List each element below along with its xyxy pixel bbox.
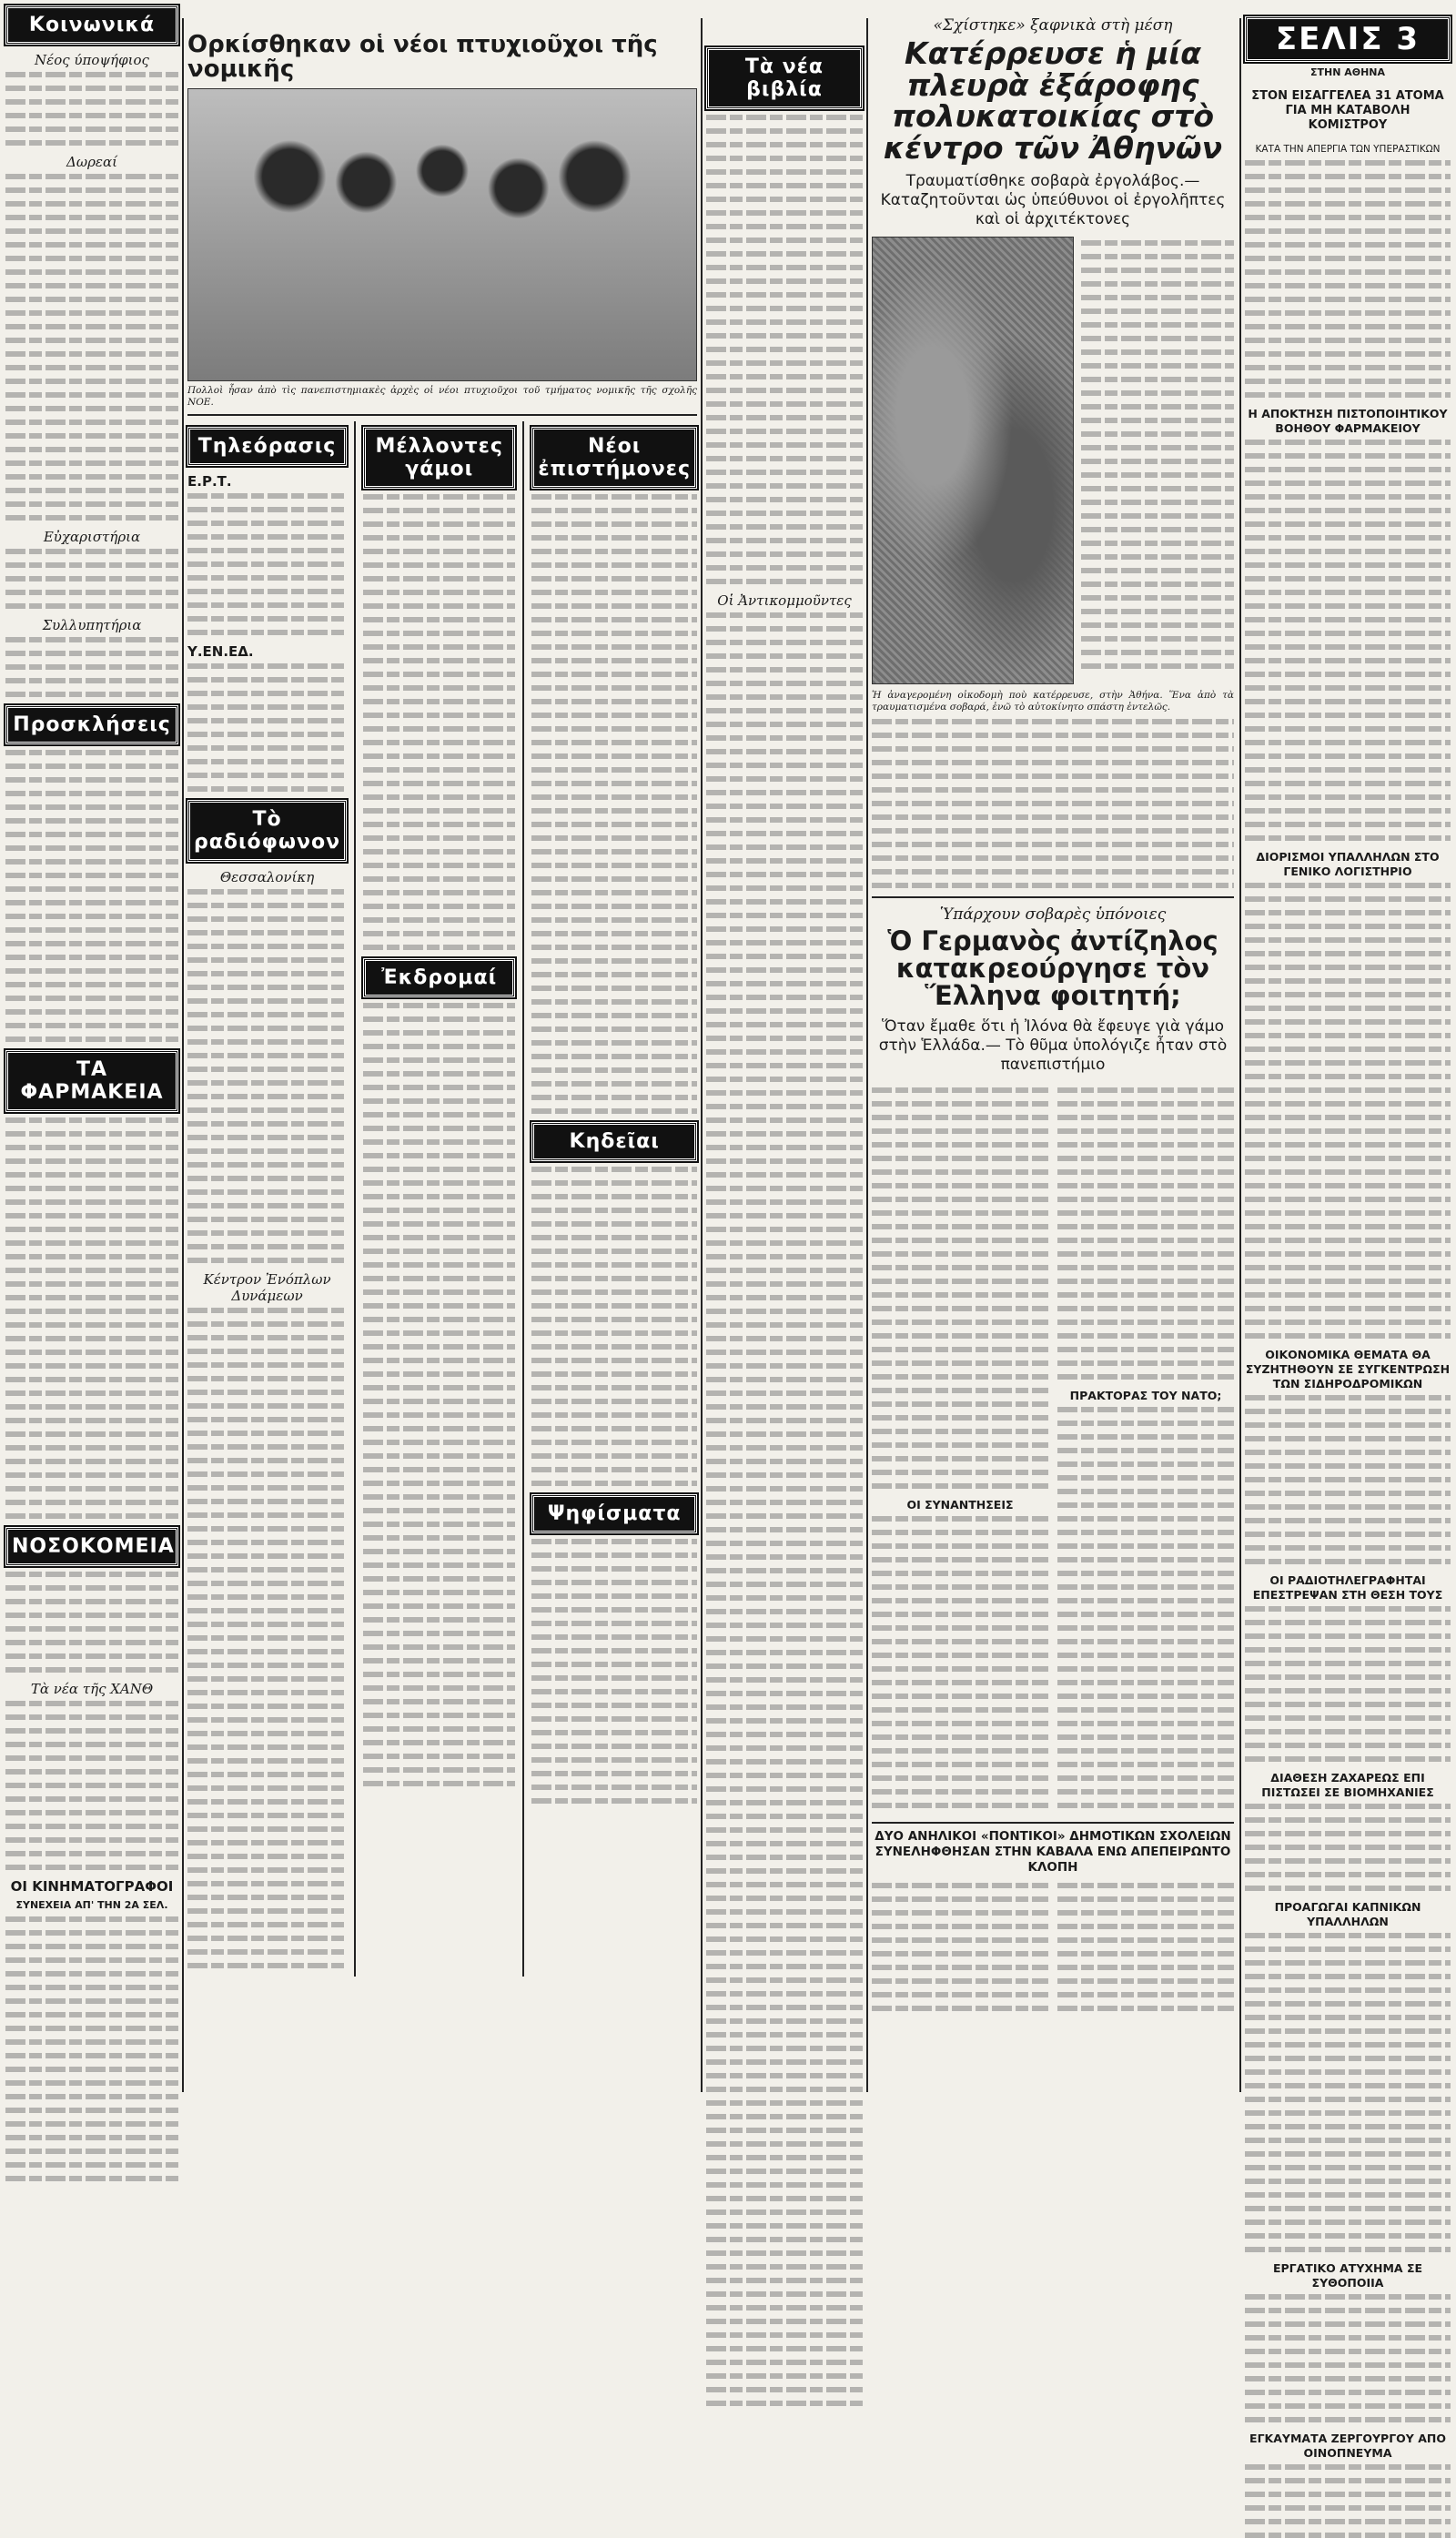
collapse-kicker: «Σχίστηκε» ξαφνικὰ στὴ μέση — [933, 16, 1173, 35]
text-block — [5, 637, 178, 697]
weddings-banner: Μέλλοντες γάμοι — [363, 427, 515, 489]
german-rival-subhead: Ὅταν ἔμαθε ὅτι ἡ Ἰλόνα θὰ ἔφευγε γιὰ γάμο στὴν Ἑλλάδα.— Τὸ θῦμα ὑπολόγιζε ἦταν στὸ πανεπιστήμιο — [878, 1016, 1228, 1074]
sugar-headline: ΔΙΑΘΕΣΗ ΖΑΧΑΡΕΩΣ ΕΠΙ ΠΙΣΤΩΣΕΙ ΣΕ ΒΙΟΜΗΧΑΝΙΕΣ — [1261, 1771, 1434, 1799]
text-block — [1245, 440, 1451, 841]
strike-subhead: ΚΑΤΑ ΤΗΝ ΑΠΕΡΓΙΑ ΤΩΝ ΥΠΕΡΑΣΤΙΚΩΝ — [1255, 144, 1441, 155]
column-rule — [522, 421, 524, 1977]
television-banner: Τηλεόρασις — [187, 427, 347, 466]
continued-heading: ΣΥΝΕΧΕΙΑ ΑΠ' ΤΗΝ 2Α ΣΕΛ. — [15, 1899, 168, 1911]
section-rule — [187, 414, 697, 416]
kavala-body — [872, 1879, 1234, 2019]
german-story-body — [872, 1084, 1234, 1816]
text-block — [187, 493, 347, 635]
text-block — [1057, 1087, 1234, 1380]
text-block — [1245, 2464, 1451, 2538]
work-accident-headline: ΕΡΓΑΤΙΚΟ ΑΤΥΧΗΜΑ ΣΕ ΣΥΘΟΠΟΙΙΑ — [1272, 2261, 1423, 2290]
invitations-banner: Προσκλήσεις — [5, 705, 178, 744]
prosecutor-headline: ΣΤΟΝ ΕΙΣΑΓΓΕΛΕΑ 31 ΑΤΟΜΑ ΓΙΑ ΜΗ ΚΑΤΑΒΟΛΗ ΚΟΜΙΣΤΡΟΥ — [1251, 89, 1444, 132]
text-block — [872, 1516, 1048, 1808]
text-block — [531, 1539, 697, 1804]
text-block — [872, 1087, 1048, 1489]
text-block — [1245, 883, 1451, 1339]
text-block — [706, 115, 863, 584]
collapse-photo-caption: Ἡ ἀναγερομένη οἰκοδομὴ ποὺ κατέρρευσε, στὴν Ἀθήνα. Ἕνα ἀπὸ τὰ τραυματισμένα σοβαρά, ἐνῶ τὸ αὐτοκίνητο σπάστη ἐντελῶς. — [872, 689, 1234, 713]
text-block — [1057, 1407, 1234, 1808]
text-block — [5, 1117, 178, 1519]
new-books-banner: Τὰ νέα βιβλία — [706, 47, 863, 109]
page-number-logo: ΣΕΛΙΣ 3 — [1245, 16, 1451, 62]
graduates-headline: Ορκίσθηκαν οἱ νέοι πτυχιοῦχοι τῆς νομικῆς — [187, 31, 658, 84]
thanks-heading: Εὐχαριστήρια — [43, 529, 141, 545]
collapse-body — [872, 237, 1234, 684]
text-block — [187, 1308, 347, 1968]
new-scientists-banner: Νέοι ἐπιστήμονες — [531, 427, 697, 489]
burns-headline: ΕΓΚΑΥΜΑΤΑ ΖΕΡΓΟΥΡΓΟΥ ΑΠΟ ΟΙΝΟΠΝΕΥΜΑ — [1249, 2432, 1446, 2460]
text-block — [5, 549, 178, 609]
text-block — [1245, 1395, 1451, 1564]
text-block — [1245, 1606, 1451, 1762]
nato-agent-heading: ΠΡΑΚΤΟΡΑΣ ΤΟΥ ΝΑΤΟ; — [1069, 1388, 1222, 1402]
pharmacies-banner: ΤΑ ΦΑΡΜΑΚΕΙΑ — [5, 1050, 178, 1112]
text-block — [1081, 240, 1234, 669]
kavala-headline: ΔΥΟ ΑΝΗΛΙΚΟΙ «ΠΟΝΤΙΚΟΙ» ΔΗΜΟΤΙΚΩΝ ΣΧΟΛΕΙΩΝ ΣΥΝΕΛΗΦΘΗΣΑΝ ΣΤΗΝ ΚΑΒΑΛΑ ΕΝΩ ΑΠΕΠΕΙΡΩΝΤΟ ΚΛΟΠΗ — [875, 1828, 1231, 1875]
text-block — [363, 494, 515, 950]
column-rule — [182, 18, 184, 2092]
text-block — [531, 1167, 697, 1486]
text-block — [5, 1916, 178, 2181]
ert-heading: Ε.Ρ.Τ. — [187, 472, 232, 490]
three-column-area — [187, 421, 697, 1977]
text-block — [5, 1701, 178, 1870]
pharmacy-assistant-headline: Η ΑΠΟΚΤΗΣΗ ΠΙΣΤΟΠΟΙΗΤΙΚΟΥ ΒΟΗΘΟΥ ΦΑΡΜΑΚΕΙΟΥ — [1248, 407, 1448, 435]
in-athens-label: ΣΤΗΝ ΑΘΗΝΑ — [1309, 66, 1386, 78]
text-block — [872, 719, 1234, 888]
text-block — [1245, 160, 1451, 398]
antikommountes-heading: Οἱ Ἀντικομμοῦντες — [717, 592, 852, 609]
text-block — [5, 174, 178, 521]
new-candidate-heading: Νέος ύποψήφιος — [35, 52, 149, 68]
text-block — [5, 72, 178, 146]
suspicion-kicker: Ὑπάρχουν σοβαρὲς ὑπόνοιες — [939, 905, 1167, 924]
tv-radio-column — [187, 421, 347, 1977]
radiotelegraph-headline: ΟΙ ΡΑΔΙΟΤΗΛΕΓΡΑΦΗΤΑΙ ΕΠΕΣΤΡΕΨΑΝ ΣΤΗ ΘΕΣΗ ΤΟΥΣ — [1252, 1573, 1443, 1602]
text-block — [5, 750, 178, 1042]
text-block — [1245, 1804, 1451, 1891]
graduates-section — [187, 0, 697, 2110]
social-banner: Κοινωνικά — [5, 5, 178, 45]
column-rule — [354, 421, 356, 1977]
books-column — [706, 0, 863, 2110]
graduates-photo-caption: Πολλοὶ ἦσαν ἀπὸ τὶς πανεπιστημιακὲς ἀρχὲς οἱ νέοι πτυχιοῦχοι τοῦ τμήματος νομικῆς τῆς σχολῆς ΝΟΕ. — [187, 384, 697, 408]
text-block — [872, 1883, 1048, 2019]
xanth-heading: Τὰ νέα τῆς ΧΑΝΘ — [30, 1681, 154, 1697]
condolences-heading: Συλλυπητήρια — [42, 617, 142, 633]
text-block — [531, 494, 697, 1114]
social-column — [5, 0, 178, 2110]
german-rival-headline: Ὁ Γερμανὸς ἀντίζηλος κατακρεούργησε τὸν Ἕλληνα φοιτητή; — [887, 925, 1218, 1012]
german-text-left — [872, 1084, 1048, 1816]
appointments-headline: ΔΙΟΡΙΣΜΟΙ ΥΠΑΛΛΗΛΩΝ ΣΤΟ ΓΕΝΙΚΟ ΛΟΓΙΣΤΗΡΙΟ — [1256, 850, 1440, 878]
radio-banner: Τὸ ραδιόφωνον — [187, 800, 347, 862]
cinemas-heading: ΟΙ ΚΙΝΗΜΑΤΟΓΡΑΦΟΙ — [10, 1878, 174, 1895]
german-text-right — [1057, 1084, 1234, 1816]
collapse-text — [1081, 237, 1234, 684]
resolutions-banner: Ψηφίσματα — [531, 1494, 697, 1533]
text-block — [187, 663, 347, 792]
page3-column — [1245, 0, 1451, 2460]
section-rule — [872, 1822, 1234, 1824]
weddings-excursions-column — [363, 421, 515, 1977]
text-block — [1057, 1883, 1234, 2019]
text-block — [187, 889, 347, 1263]
section-rule — [872, 896, 1234, 898]
text-block — [1245, 2294, 1451, 2422]
funerals-banner: Κηδεῖαι — [531, 1122, 697, 1161]
hospitals-banner: ΝΟΣΟΚΟΜΕΙΑ — [5, 1527, 178, 1566]
column-rule — [1239, 18, 1241, 2092]
railway-headline: ΟΙΚΟΝΟΜΙΚΑ ΘΕΜΑΤΑ ΘΑ ΣΥΖΗΤΗΘΟΥΝ ΣΕ ΣΥΓΚΕΝΤΡΩΣΗ ΤΩΝ ΣΙΔΗΡΟΔΡΟΜΙΚΩΝ — [1245, 1348, 1451, 1390]
collapse-story — [872, 0, 1234, 2110]
collapse-subhead: Τραυματίσθηκε σοβαρὰ ἐργολάβος.— Καταζητοῦνται ὡς ὑπεύθυνοι οἱ ἐργολῆπτες καὶ οἱ ἀρχιτέκτονες — [880, 171, 1226, 228]
text-block — [5, 1572, 178, 1673]
column-rule — [701, 18, 703, 2092]
scientists-column — [531, 421, 697, 1977]
excursions-banner: Ἐκδρομαί — [363, 958, 515, 997]
thessaloniki-heading: Θεσσαλονίκη — [219, 868, 315, 885]
text-block — [706, 612, 863, 2406]
armed-forces-heading: Κέντρον Ἐνόπλων Δυνάμεων — [203, 1270, 331, 1304]
text-block — [1245, 1933, 1451, 2252]
column-rule — [866, 18, 868, 2092]
yened-heading: Υ.ΕΝ.ΕΔ. — [187, 642, 254, 660]
graduates-photo — [187, 88, 697, 381]
collapse-headline: Κατέρρευσε ἡ μία πλευρὰ ἐξάροφης πολυκατοικίας στὸ κέντρο τῶν Ἀθηνῶν — [883, 35, 1223, 166]
text-block — [363, 1003, 515, 1786]
donations-heading: Δωρεαί — [66, 154, 117, 170]
collapse-photo — [872, 237, 1074, 684]
tobacco-promotions-headline: ΠΡΟΑΓΩΓΑΙ ΚΑΠΝΙΚΩΝ ΥΠΑΛΛΗΛΩΝ — [1274, 1900, 1421, 1928]
synantiseis-heading: ΟΙ ΣΥΝΑΝΤΗΣΕΙΣ — [906, 1497, 1014, 1512]
